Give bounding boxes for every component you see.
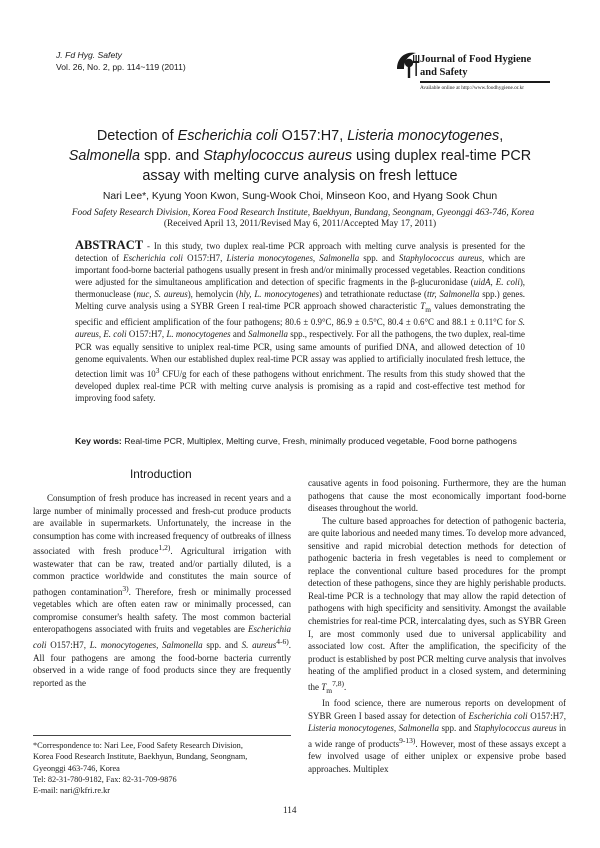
right-column-text (308, 477, 566, 775)
paragraph: The culture based approaches for detection of pathogenic bacteria, are quite laborious and needed many times. To develop more advanced, sensitive and rapid microbial detection methods for detection of pathogenic bacteria in fresh vegetables is need to complement or replace the conventional culture based procedures for the prompt detection of these pathogens, since they are highly perishable products. Real-time PCR is a technology that may allow the rapid detection of pathogens with high specificity and sensitivity. Amongst the available chemistries for real-time PCR, intercalating dyes, such as SYBR Green I, are most commonly used due to universal applicability and associated low cost. After the amplification, the specificity of the product is established by post PCR melting curve analysis that involves heating of the amplified product in a closed system, and determining the $T_m^{7,8)}$. (308, 515, 566, 695)
abstract: ABSTRACT - In this study, two duplex real-time PCR approach with melting curve analysis is presented for the detection of Escherichia coli O157:H7, Listeria monocytogenes, Salmonella spp. and Staphylococcus aureus, which are important food-borne bacterial pathogens usually present in fresh and/or minimally processed vegetables. Reaction conditions were adjusted for the simultaneous amplification and detection of specific fragments in the β-glucuronidase (uidA, E. coli), thermonuclease (nuc, S. aureus), hemolycin (hly, L. monocytogenes) and tetrathionate reductase (ttr, Salmonella spp.) genes. Melting curve analysis using a SYBR Green I real-time PCR approach showed characteristic $T_m$ values demonstrating the specific and efficient amplification of the four pathogens; 80.6 ± 0.9°C, 86.9 ± 0.5°C, 80.4 ± 0.6°C and 88.1 ± 0.11°C for S. aureus, E. coli O157:H7, L. monocytogenes and Salmonella spp., respectively. For all the pathogens, the two duplex, real-time PCR was equally sensitive to uniplex real-time PCR, using same amounts of purified DNA, and allowed detection of 10 genome equivalents. When our established duplex real-time PCR assay was applied to artificially inoculated fresh lettuce, the detection limit was $10^3$ CFU/g for each of these pathogens without enrichment. The results from this study showed that the developed duplex real-time PCR with melting curve analysis is promising as a rapid and cost-effective test method for improving food safety. (75, 238, 526, 403)
online-availability: Available online at http://www.foodhygiene.or.kr (420, 85, 524, 91)
journal-logo (392, 47, 552, 97)
logo-title: Journal of Food Hygiene and Safety (420, 54, 532, 78)
volume-info: Vol. 26, No. 2, pp. 114~119 (2011) (56, 62, 186, 72)
paragraph: In food science, there are numerous reports on development of SYBR Green I based assay for detection of Escherichia coli O157:H7, Listeria monocytogenes, Salmonella spp. and Staphylococcus aureus in a wide range of products$^{9-13)}$. However, most of these assays except a few involved usage of either uniplex or expensive probe based approaches. Multiplex (308, 698, 567, 774)
correspondence-footnote: *Correspondence to: Nari Lee, Food Safety Research Division, Korea Food Research Institute, Baekhyun, Bundang, Seongnam, Gyeonggi 463-746, Korea Tel: 82-31-780-9182, Fax: 82-31-709-9876 E-mail: nari@kfri.re.kr (33, 741, 248, 796)
paper-title: Detection of Escherichia coli O157:H7, Listeria monocytogenes, Salmonella spp. and Staphylococcus aureus using duplex real-time PCR assay with melting curve analysis on fresh lettuce (68, 128, 532, 184)
received-dates: (Received April 13, 2011/Revised May 6, 2011/Accepted May 17, 2011) (163, 219, 437, 229)
journal-abbrev: J. Fd Hyg. Safety (56, 50, 122, 60)
affiliation: Food Safety Research Division, Korea Food Research Institute, Baekhyun, Bundang, Seongnam, Gyeonggi 463-746, Korea (71, 208, 535, 218)
paragraph: Consumption of fresh produce has increased in recent years and a large number of minimally processed and fresh-cut produce products are available in supermarkets. Unfortunately, the increase in the consumption has come with increased frequency of outbreaks of illness associated with fresh produce$^{1,2)}$. Agricultural irrigation with wastewater that can be raw, treated and/or partially diluted, is a common practice worldwide and constitutes the main source of pathogen contamination$^{3)}$. Therefore, fresh or minimally processed vegetables which are often eaten raw or minimally processed, can compromise consumer's health safety. The most common bacterial enteropathogens associated with fruits and vegetables are Escherichia coli O157:H7, L. monocytogenes, Salmonella spp. and S. aureus$^{4-6)}$. All four pathogens are among the food-borne bacteria currently observed in a wide range of food products since they are frequently reported as the (33, 493, 292, 688)
fork-spoon-emblem-icon (392, 47, 422, 79)
footnote-divider (33, 735, 291, 736)
abstract-label: ABSTRACT (75, 238, 144, 252)
keywords-label: Key words: (75, 436, 122, 446)
section-heading-introduction: Introduction (130, 467, 192, 481)
left-column-text (33, 492, 291, 689)
paragraph: causative agents in food poisoning. Furthermore, they are the human pathogens that cause the most economically important food-borne diseases throughout the world. (308, 478, 566, 514)
logo-divider (420, 81, 550, 83)
page-number: 114 (283, 805, 297, 815)
author-list: Nari Lee*, Kyung Yoon Kwon, Sung-Wook Choi, Minseon Koo, and Hyang Sook Chun (102, 191, 498, 202)
journal-citation (56, 49, 186, 73)
keywords: Key words: Real-time PCR, Multiplex, Melting curve, Fresh, minimally produced vegetable, Food borne pathogens (75, 436, 517, 446)
